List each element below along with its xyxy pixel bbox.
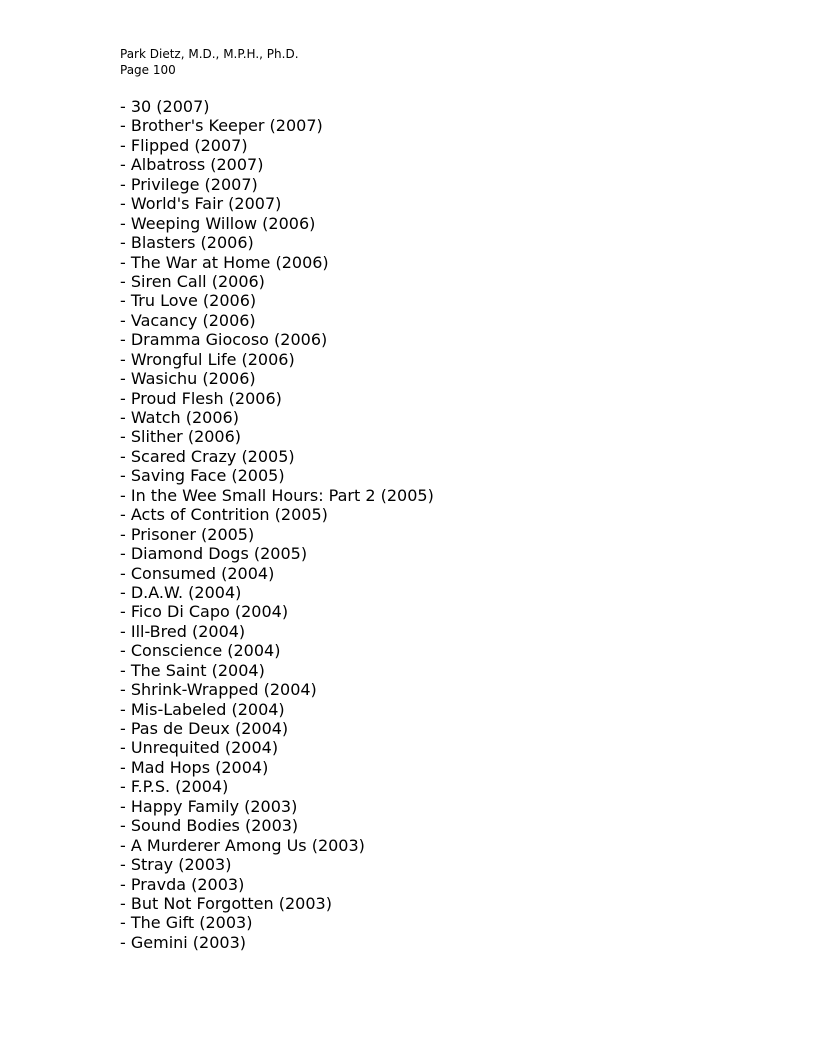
list-item: - Weeping Willow (2006) [120,213,316,233]
list-item: - The Gift (2003) [120,913,253,933]
list-item: - Pas de Deux (2004) [120,719,289,738]
list-item: - Ill-Bred (2004) [120,621,246,641]
list-item: - Diamond Dogs (2005) [120,544,308,564]
list-item: - Wasichu (2006) [120,369,256,389]
list-item: - Pravda (2003) [120,874,245,894]
list-item: - 30 (2007) [120,97,210,116]
list-item: - Tru Love (2006) [120,291,257,311]
list-item: - Sound Bodies (2003) [120,816,299,836]
list-item: - Consumed (2004) [120,563,275,583]
list-item: - Dramma Giocoso (2006) [120,330,328,350]
list-item: - Watch (2006) [120,408,239,427]
header-page-number: Page 100 [120,62,176,77]
list-item: - D.A.W. (2004) [120,582,242,602]
list-item: - Blasters (2006) [120,233,254,253]
list-item: - Stray (2003) [120,855,232,875]
list-item: - Prisoner (2005) [120,524,255,544]
list-item: - In the Wee Small Hours: Part 2 (2005) [120,485,434,505]
list-item: - Scared Crazy (2005) [120,446,295,466]
credits-list [120,97,434,952]
list-item: - The Saint (2004) [120,660,265,680]
page-header [120,47,299,78]
list-item: - Albatross (2007) [120,155,264,175]
list-item: - Acts of Contrition (2005) [120,505,328,525]
list-item: - Happy Family (2003) [120,796,298,816]
list-item: - Vacancy (2006) [120,310,256,330]
list-item: - Proud Flesh (2006) [120,388,282,408]
list-item: - Fico Di Capo (2004) [120,602,289,622]
list-item: - World's Fair (2007) [120,194,282,214]
list-item: - Mad Hops (2004) [120,757,269,777]
list-item: - F.P.S. (2004) [120,777,229,797]
list-item: - Wrongful Life (2006) [120,349,295,369]
list-item: - Shrink-Wrapped (2004) [120,680,317,700]
list-item: - Mis-Labeled (2004) [120,699,285,719]
list-item: - Slither (2006) [120,427,242,447]
list-item: - Saving Face (2005) [120,466,285,486]
list-item: - Brother's Keeper (2007) [120,116,323,136]
list-item: - Siren Call (2006) [120,271,265,291]
list-item: - Gemini (2003) [120,932,247,952]
list-item: - Flipped (2007) [120,135,248,155]
list-item: - But Not Forgotten (2003) [120,893,332,913]
list-item: - The War at Home (2006) [120,252,329,272]
list-item: - Privilege (2007) [120,174,258,194]
list-item: - A Murderer Among Us (2003) [120,835,365,855]
list-item: - Unrequited (2004) [120,738,279,758]
header-author: Park Dietz, M.D., M.P.H., Ph.D. [120,47,299,61]
list-item: - Conscience (2004) [120,641,281,661]
